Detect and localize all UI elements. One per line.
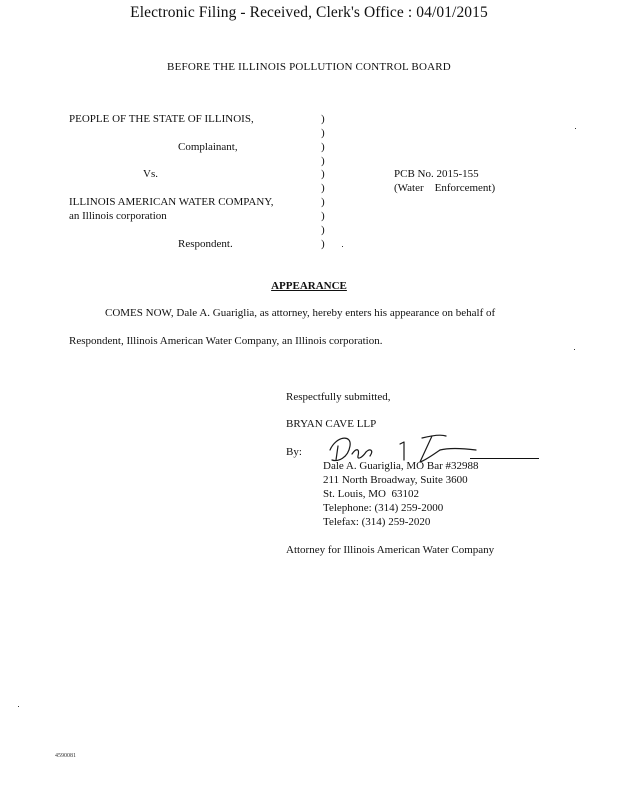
complainant-name: PEOPLE OF THE STATE OF ILLINOIS,	[69, 113, 254, 125]
scan-speck	[574, 349, 575, 350]
closing: Respectfully submitted,	[286, 391, 391, 403]
filing-stamp: Electronic Filing - Received, Clerk's Office : 04/01/2015	[130, 4, 488, 21]
paren: )	[321, 196, 325, 208]
complainant-role: Complainant,	[178, 141, 238, 153]
versus-label: Vs.	[143, 168, 158, 180]
respondent-description: an Illinois corporation	[69, 210, 167, 222]
paren: )	[321, 224, 325, 236]
attorney-for: Attorney for Illinois American Water Company	[286, 544, 495, 556]
respondent-role: Respondent.	[178, 238, 233, 250]
body-line-1: COMES NOW, Dale A. Guariglia, as attorney, hereby enters his appearance on behalf of	[105, 307, 496, 319]
paren: )	[321, 210, 325, 222]
telefax: Telefax: (314) 259-2020	[323, 516, 431, 528]
document-heading: APPEARANCE	[271, 280, 347, 292]
paren: )	[321, 141, 325, 153]
case-number: PCB No. 2015-155	[394, 168, 479, 180]
scan-speck	[18, 706, 19, 707]
address-line-2: St. Louis, MO 63102	[323, 488, 419, 500]
scan-speck	[342, 246, 343, 247]
respondent-name: ILLINOIS AMERICAN WATER COMPANY,	[69, 196, 274, 208]
firm-name: BRYAN CAVE LLP	[286, 418, 377, 430]
paren: )	[321, 182, 325, 194]
footer-code: 4590081	[55, 753, 76, 759]
body-line-2: Respondent, Illinois American Water Company, an Illinois corporation.	[69, 335, 383, 347]
paren: )	[321, 168, 325, 180]
board-title: BEFORE THE ILLINOIS POLLUTION CONTROL BOARD	[167, 61, 451, 73]
attorney-name: Dale A. Guariglia, MO Bar #32988	[323, 460, 479, 472]
scan-speck	[575, 128, 576, 129]
paren: )	[321, 155, 325, 167]
signature-line	[470, 458, 539, 459]
paren: )	[321, 127, 325, 139]
telephone: Telephone: (314) 259-2000	[323, 502, 444, 514]
address-line-1: 211 North Broadway, Suite 3600	[323, 474, 468, 486]
case-type: (Water Enforcement)	[394, 182, 496, 194]
paren: )	[321, 113, 325, 125]
by-label: By:	[286, 446, 302, 458]
paren: )	[321, 238, 325, 250]
